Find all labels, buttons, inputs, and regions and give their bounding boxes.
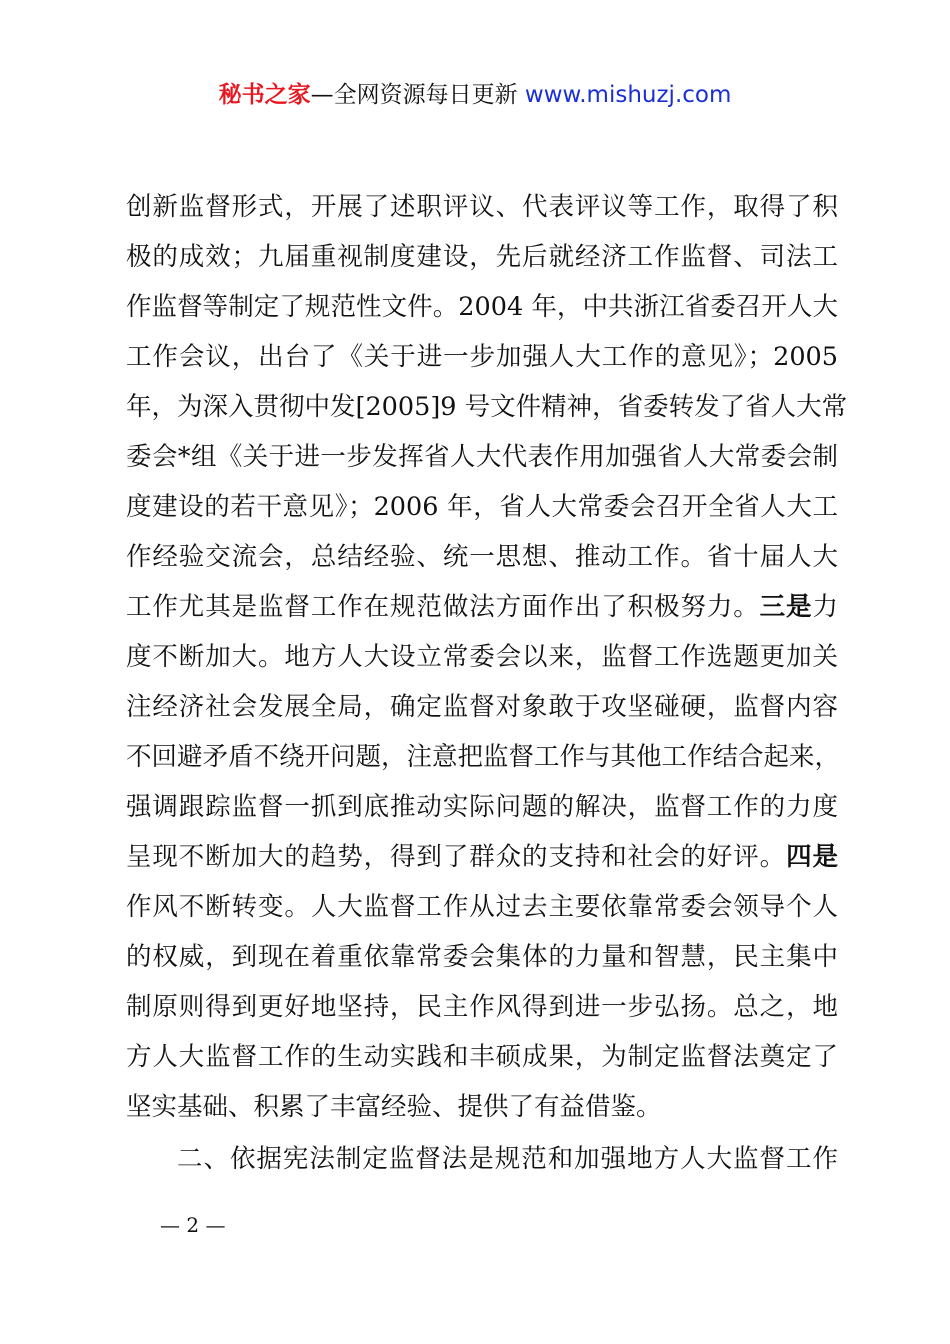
body-line: 方人大监督工作的生动实践和丰硕成果，为制定监督法奠定了	[126, 1042, 838, 1072]
body-line: 强调跟踪监督一抓到底推动实际问题的解决，监督工作的力度	[126, 792, 838, 822]
body-line: 度建设的若干意见》；2006 年，省人大常委会召开全省人大工	[126, 492, 838, 522]
body-line: 作风不断转变。人大监督工作从过去主要依靠常委会领导个人	[126, 892, 838, 922]
body-line-tail: 力	[812, 592, 838, 622]
body-line: 年，为深入贯彻中发[2005]9 号文件精神，省委转发了省人大常	[126, 392, 848, 422]
body-line: 工作会议，出台了《关于进一步加强人大工作的意见》；2005	[126, 342, 838, 372]
body-line: 注经济社会发展全局，确定监督对象敢于攻坚碰硬，监督内容	[126, 692, 838, 722]
body-line: 制原则得到更好地坚持，民主作风得到进一步弘扬。总之，地	[126, 992, 838, 1022]
body-line: 不回避矛盾不绕开问题，注意把监督工作与其他工作结合起来，	[126, 742, 841, 772]
emphasis-san-shi: 三是	[759, 592, 813, 622]
document-body	[126, 182, 848, 1184]
body-line-text: 呈现不断加大的趋势，得到了群众的支持和社会的好评。	[126, 842, 787, 872]
body-line: 创新监督形式，开展了述职评议、代表评议等工作，取得了积	[126, 192, 838, 222]
body-line-text: 工作尤其是监督工作在规范做法方面作出了积极努力。	[126, 592, 760, 622]
body-line: 极的成效；九届重视制度建设，先后就经济工作监督、司法工	[126, 242, 838, 272]
body-line: 作经验交流会，总结经验、统一思想、推动工作。省十届人大	[126, 542, 838, 572]
banner-tagline: —全网资源每日更新	[310, 82, 525, 108]
emphasis-si-shi: 四是	[786, 842, 838, 872]
site-banner	[0, 78, 950, 112]
section-heading: 二、依据宪法制定监督法是规范和加强地方人大监督工作	[177, 1144, 838, 1174]
body-line: 作监督等制定了规范性文件。2004 年，中共浙江省委召开人大	[126, 292, 838, 322]
body-line: 的权威，到现在着重依靠常委会集体的力量和智慧，民主集中	[126, 942, 838, 972]
page-number: — 2 —	[160, 1213, 226, 1237]
body-line-with-emphasis	[126, 582, 838, 632]
body-line: 委会*组《关于进一步发挥省人大代表作用加强省人大常委会制	[126, 442, 838, 472]
body-line: 度不断加大。地方人大设立常委会以来，监督工作选题更加关	[126, 642, 838, 672]
body-line-paragraph-end: 坚实基础、积累了丰富经验、提供了有益借鉴。	[126, 1092, 662, 1122]
banner-site-link[interactable]: www.mishuzj.com	[524, 82, 732, 108]
banner-brand: 秘书之家	[218, 82, 311, 108]
body-line-with-emphasis	[126, 832, 838, 882]
